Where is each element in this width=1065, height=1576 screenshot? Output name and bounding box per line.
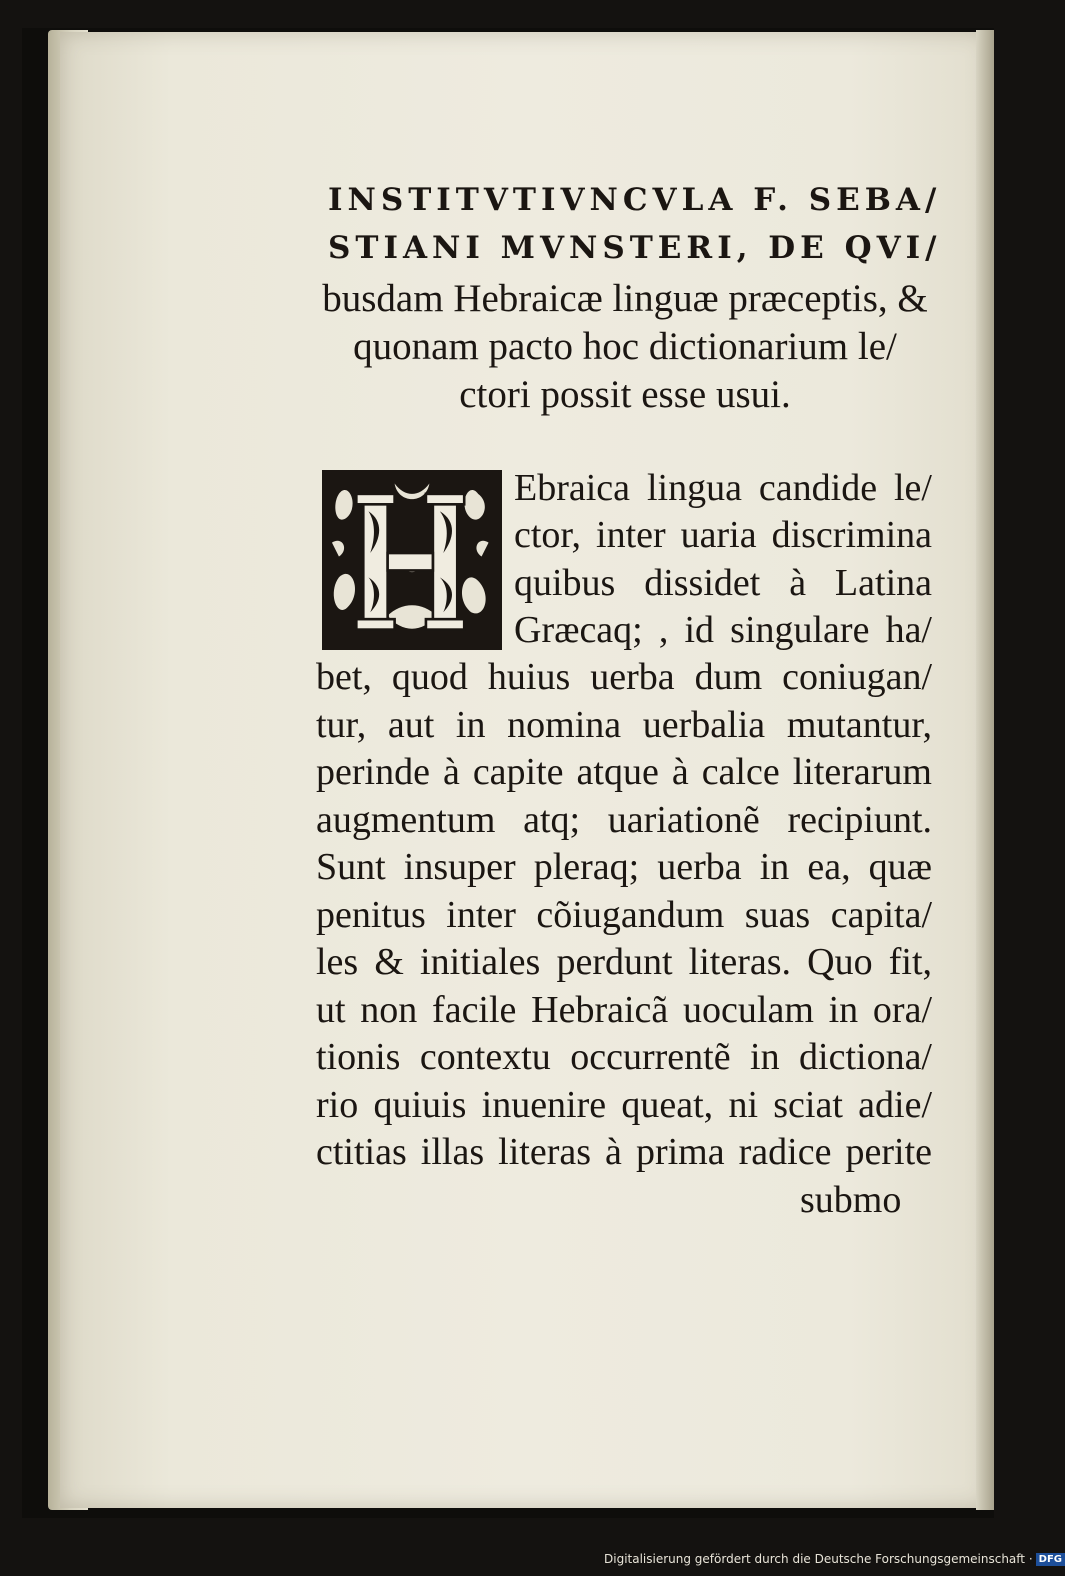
body-line: les & initiales perdunt literas. Quo fit, xyxy=(316,941,932,983)
heading-line-4: quonam pacto hoc dictionarium le/ xyxy=(353,325,897,368)
heading-line-5: ctori possit esse usui. xyxy=(459,373,791,416)
funding-credit-text: Digitalisierung gefördert durch die Deutsche Forschungsgemeinschaft · xyxy=(604,1552,1033,1566)
body-line: ctitias illas literas à prima radice perite xyxy=(316,1131,932,1173)
heading-line-2: STIANI MVNSTERI, DE QVI/ xyxy=(328,230,942,266)
body-line: tur, aut in nomina uerbalia mutantur, xyxy=(316,704,932,746)
heading-line-1: INSTITVTIVNCVLA F. SEBA/ xyxy=(328,182,942,218)
body-line: ut non facile Hebraicã uoculam in ora/ xyxy=(316,989,932,1031)
heading-line-3: busdam Hebraicæ linguæ præceptis, & xyxy=(322,277,928,320)
funding-credit xyxy=(604,1552,1062,1572)
body-line: quibus dissidet à Latina xyxy=(514,562,932,604)
body-line: bet, quod huius uerba dum coniugan/ xyxy=(316,656,932,698)
body-line: perinde à capite atque à calce literarum xyxy=(316,751,932,793)
ornamental-initial-icon xyxy=(322,470,502,650)
catchword: submo xyxy=(800,1179,902,1221)
body-line: rio quiuis inuenire queat, ni sciat adie/ xyxy=(316,1084,932,1126)
body-line: penitus inter cõiugandum suas capita/ xyxy=(316,894,932,936)
body-line: ctor, inter uaria discrimina xyxy=(514,514,932,556)
body-line: Sunt insuper pleraq; uerba in ea, quæ xyxy=(316,846,932,888)
body-line: tionis contextu occurrentẽ in dictiona/ xyxy=(316,1036,932,1078)
body-line: Ebraica lingua candide le/ xyxy=(514,467,932,509)
page-edge-right xyxy=(976,30,994,1510)
body-line: Græcaq; , id singulare ha/ xyxy=(514,609,932,651)
body-line: augmentum atq; uariationẽ recipiunt. xyxy=(316,799,932,841)
dfg-logo-icon: DFG xyxy=(1036,1553,1065,1566)
